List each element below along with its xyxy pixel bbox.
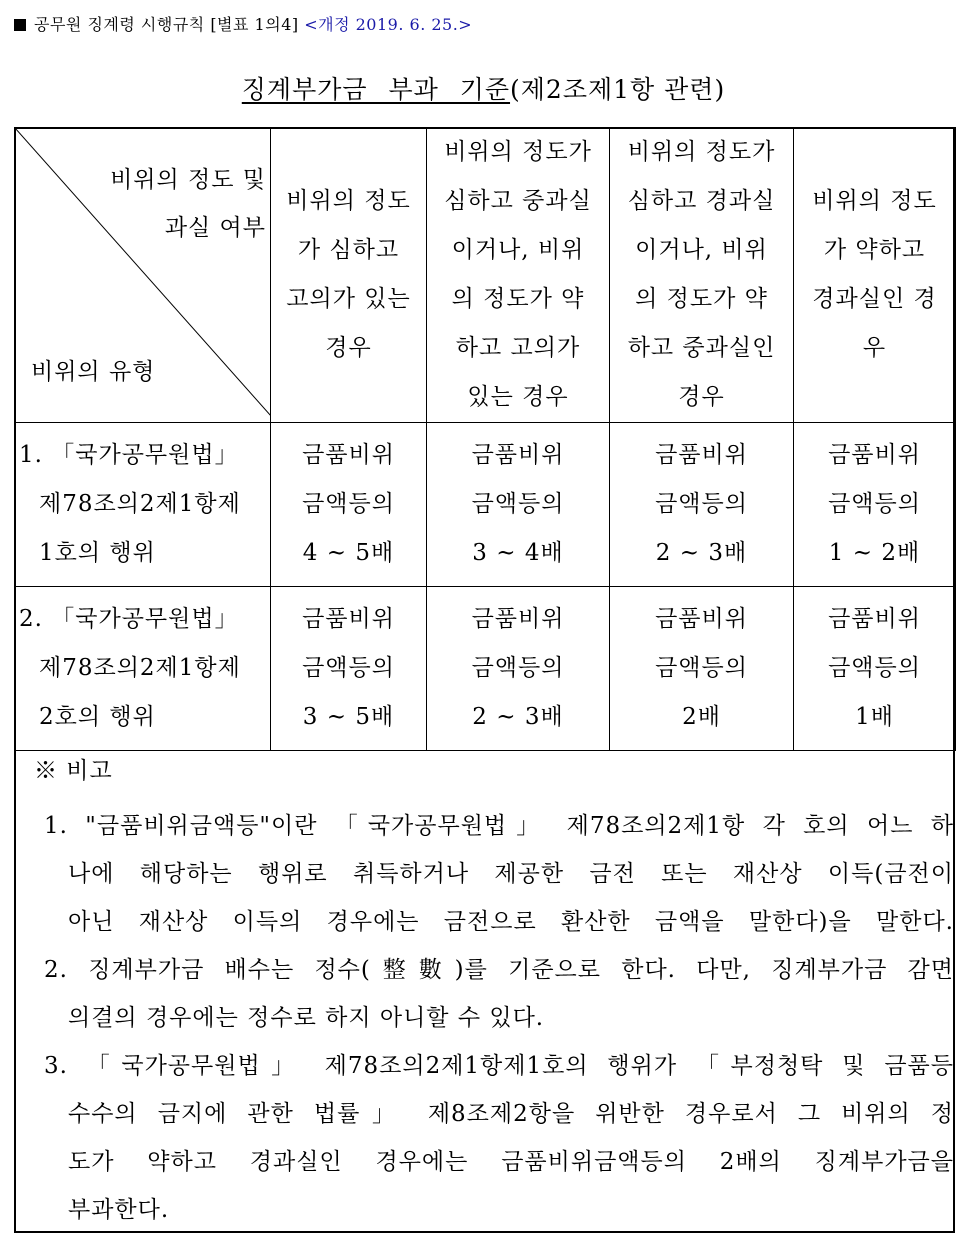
square-bullet-icon [14, 19, 26, 31]
multiplier-cell: 금품비위 금액등의 2배 [610, 587, 794, 751]
notes-heading: ※ 비고 [34, 758, 113, 784]
multiplier-cell: 금품비위 금액등의 1 ~ 2배 [794, 423, 956, 587]
revision-date: <개정 2019. 6. 25.> [304, 15, 473, 34]
multiplier-cell: 금품비위 금액등의 3 ~ 4배 [427, 423, 610, 587]
note-item: 1. "금품비위금액등"이란 「국가공무원법」 제78조의2제1항 각 호의 어느 하 나에 해당하는 행위로 취득하거나 제공한 금전 또는 재산상 이득(금전이 아닌 재산상 이득의 경우에는 금전으로 환산한 금액을 말한다)을 말한다. [44, 813, 954, 935]
multiplier-cell: 금품비위 금액등의 2 ~ 3배 [610, 423, 794, 587]
header-prefix: 공무원 징계령 시행규칙 [별표 1의4] [34, 15, 299, 34]
violation-type-cell: 2. 「국가공무원법」 제78조의2제1항제 2호의 행위 [15, 587, 271, 751]
multiplier-cell: 금품비위 금액등의 2 ~ 3배 [427, 587, 610, 751]
column-header: 비위의 정도 가 심하고 고의가 있는 경우 [271, 128, 427, 423]
column-header: 비위의 정도가 심하고 중과실 이거나, 비위 의 정도가 약 하고 고의가 있는 경우 [427, 128, 610, 423]
violation-type-cell: 1. 「국가공무원법」 제78조의2제1항제 1호의 행위 [15, 423, 271, 587]
header-degree-label: 비위의 정도 및 과실 여부 [110, 167, 266, 241]
column-header: 비위의 정도 가 약하고 경과실인 경 우 [794, 128, 956, 423]
header-type-label: 비위의 유형 [31, 359, 156, 385]
multiplier-cell: 금품비위 금액등의 1배 [794, 587, 956, 751]
title-sub: (제2조제1항 관련) [510, 75, 726, 104]
multiplier-cell: 금품비위 금액등의 3 ~ 5배 [271, 587, 427, 751]
column-header: 비위의 정도가 심하고 경과실 이거나, 비위 의 정도가 약 하고 중과실인 경우 [610, 128, 794, 423]
multiplier-cell: 금품비위 금액등의 4 ~ 5배 [271, 423, 427, 587]
document-header [14, 12, 472, 35]
title-main: 징계부가금 부과 기준 [241, 75, 511, 104]
note-item: 3. 「국가공무원법」 제78조의2제1항제1호의 행위가 「부정청탁 및 금품등 수수의 금지에 관한 법률」 제8조제2항을 위반한 경우로서 그 비위의 정 도가 약하고 경과실인 경우에는 금품비위금액등의 2배의 징계부가금을 부과한다. [44, 1053, 954, 1223]
page-title [0, 70, 967, 106]
note-item: 2. 징계부가금 배수는 정수(整數)를 기준으로 한다. 다만, 징계부가금 감면 의결의 경우에는 정수로 하지 아니할 수 있다. [44, 957, 954, 1031]
